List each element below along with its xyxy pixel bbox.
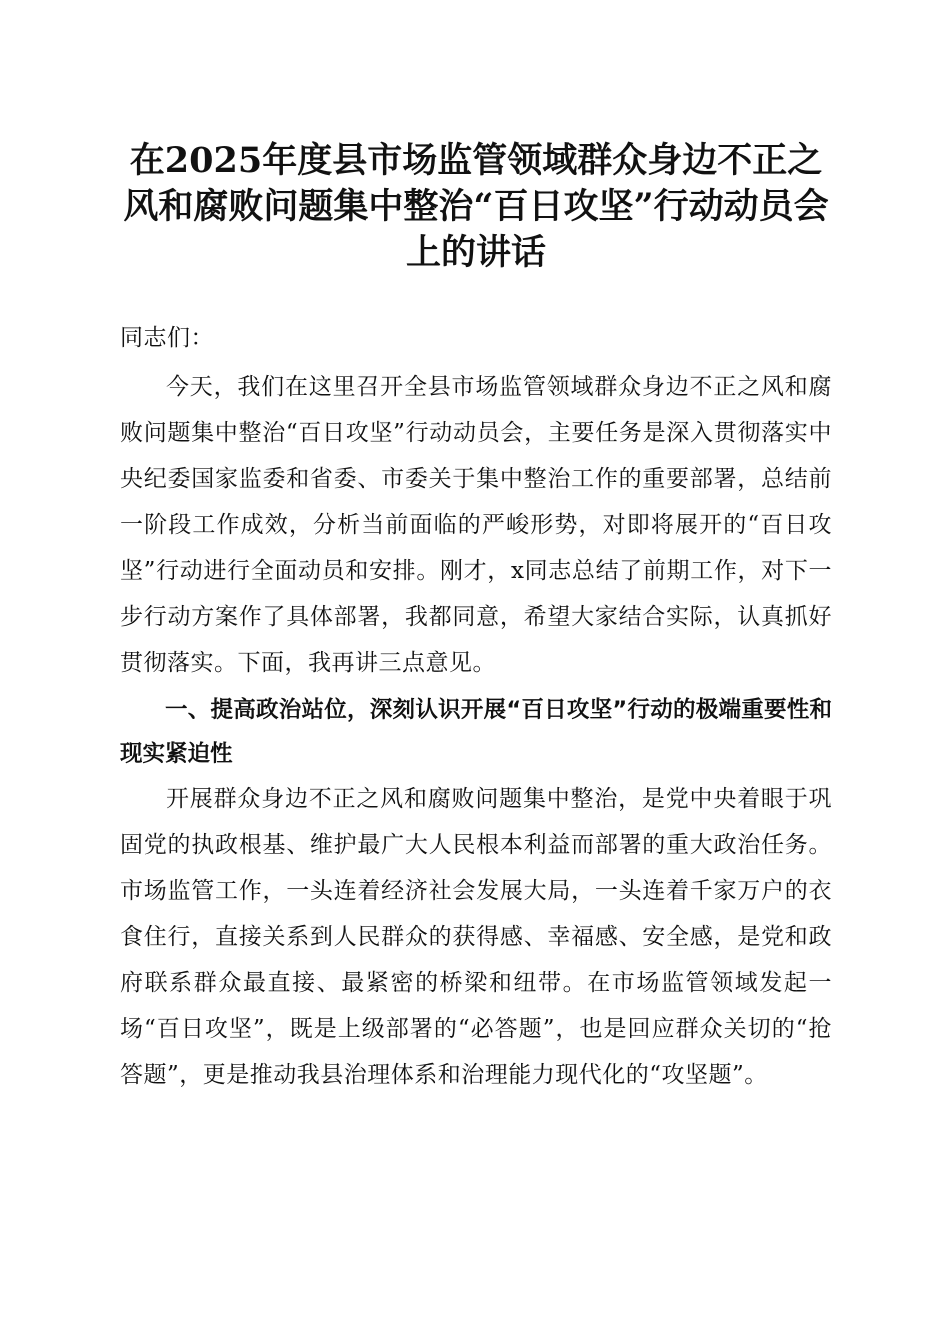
greeting-line: 同志们： <box>120 325 214 351</box>
paragraph-section-1: 开展群众身边不正之风和腐败问题集中整治，是党中央着眼于巩固党的执政根基、维护最广大人民根本利益而部署的重大政治任务。市场监管工作，一头连着经济社会发展大局，一头连着千家万户的衣食住行，直接关系到人民群众的获得感、幸福感、安全感，是党和政府联系群众最直接、最紧密的桥梁和纽带。在市场监管领域发起一场“百日攻坚”，既是上级部署的“必答题”，也是回应群众关切的“抢答题”，更是推动我县治理体系和治理能力现代化的“攻坚题”。 <box>120 786 832 1088</box>
document-page <box>120 138 832 1098</box>
section-heading-1: 一、提高政治站位，深刻认识开展“百日攻坚”行动的极端重要性和现实紧迫性 <box>120 697 832 767</box>
paragraph-intro: 今天，我们在这里召开全县市场监管领域群众身边不正之风和腐败问题集中整治“百日攻坚”行动动员会，主要任务是深入贯彻落实中央纪委国家监委和省委、市委关于集中整治工作的重要部署，总结前一阶段工作成效，分析当前面临的严峻形势，对即将展开的“百日攻坚”行动进行全面动员和安排。刚才，x同志总结了前期工作，对下一步行动方案作了具体部署，我都同意，希望大家结合实际，认真抓好贯彻落实。下面，我再讲三点意见。 <box>120 374 832 676</box>
document-title: 在2025年度县市场监管领域群众身边不正之风和腐败问题集中整治“百日攻坚”行动动员会上的讲话 <box>123 140 829 273</box>
